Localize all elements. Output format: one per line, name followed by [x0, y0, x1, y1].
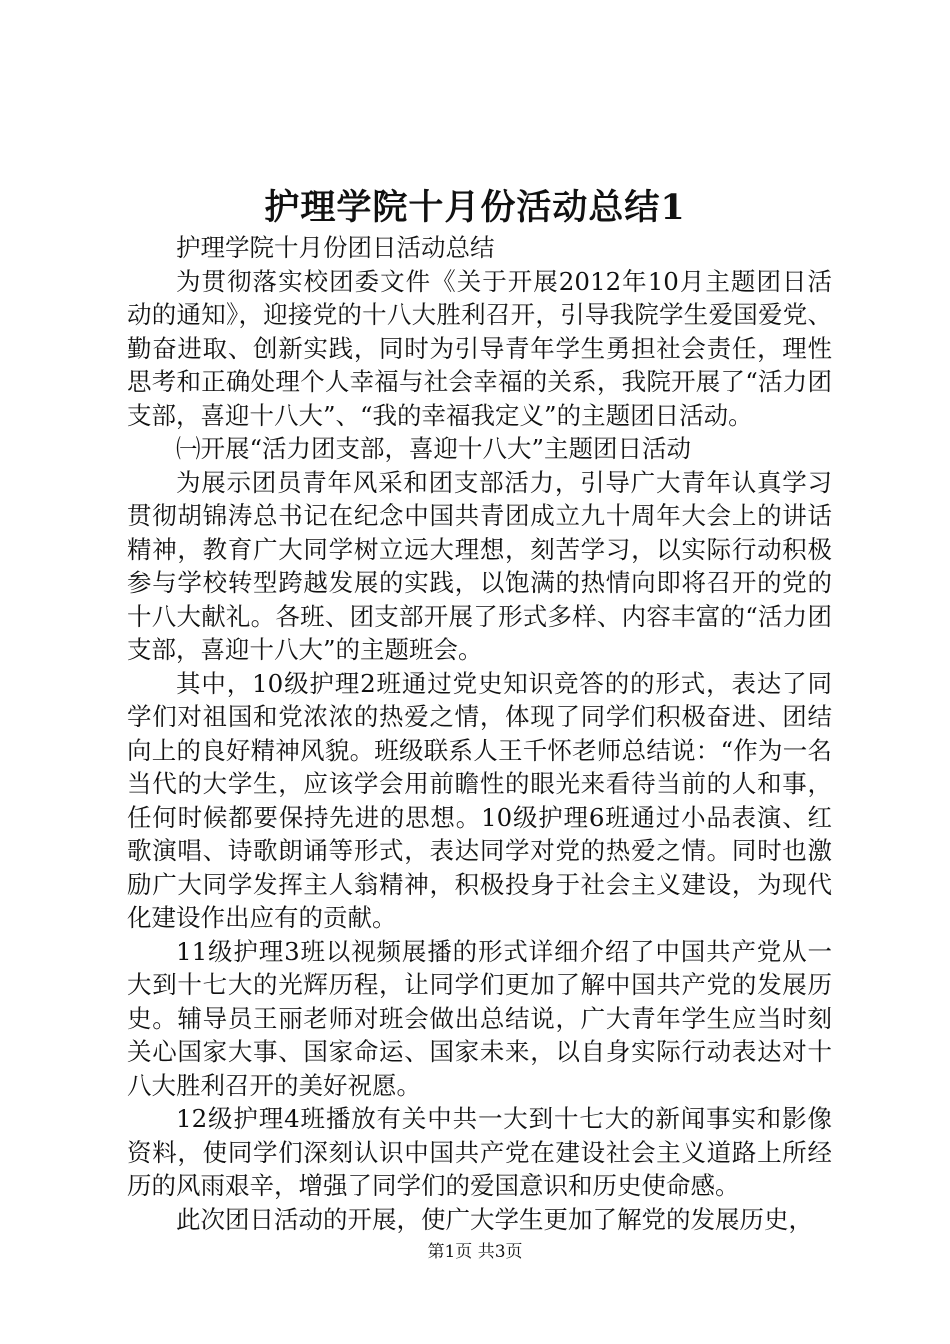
- paragraph-intro: 为贯彻落实校团委文件《关于开展2012年10月主题团日活动的通知》，迎接党的十八大胜利召开，引导我院学生爱国爱党、勤奋进取、创新实践，同时为引导青年学生勇担社会责任，理性思考和正确处理个人幸福与社会幸福的关系，我院开展了“活力团支部，喜迎十八大”、“我的幸福我定义”的主题团日活动。: [127, 266, 832, 430]
- page-footer: 第1页 共3页: [427, 1242, 523, 1262]
- document-title: 护理学院十月份活动总结1: [264, 187, 686, 228]
- document-body: [127, 231, 832, 1236]
- paragraph-class-10: 其中，10级护理2班通过党史知识竞答的的形式，表达了同学们对祖国和党浓浓的热爱之情，体现了同学们积极奋进、团结向上的良好精神风貌。班级联系人王千怀老师总结说：“作为一名当代的大学生，应该学会用前瞻性的眼光来看待当前的人和事，任何时候都要保持先进的思想。10级护理6班通过小品表演、红歌演唱、诗歌朗诵等形式，表达同学对党的热爱之情。同时也激励广大同学发挥主人翁精神，积极投身于社会主义建设，为现代化建设作出应有的贡献。: [127, 668, 832, 932]
- paragraph-class-12: 12级护理4班播放有关中共一大到十七大的新闻事实和影像资料，使同学们深刻认识中国共产党在建设社会主义道路上所经历的风雨艰辛，增强了同学们的爱国意识和历史使命感。: [127, 1104, 832, 1200]
- paragraph-subtitle: 护理学院十月份团日活动总结: [176, 233, 495, 262]
- paragraph-class-11: 11级护理3班以视频展播的形式详细介绍了中国共产党从一大到十七大的光辉历程，让同学们更加了解中国共产党的发展历史。辅导员王丽老师对班会做出总结说，广大青年学生应当时刻关心国家大事、国家命运、国家未来，以自身实际行动表达对十八大胜利召开的美好祝愿。: [127, 936, 832, 1100]
- section-heading: ㈠开展“活力团支部，喜迎十八大”主题团日活动: [176, 434, 692, 463]
- paragraph-section-description: 为展示团员青年风采和团支部活力，引导广大青年认真学习贯彻胡锦涛总书记在纪念中国共青团成立九十周年大会上的讲话精神，教育广大同学树立远大理想，刻苦学习，以实际行动积极参与学校转型跨越发展的实践，以饱满的热情向即将召开的党的十八大献礼。各班、团支部开展了形式多样、内容丰富的“活力团支部，喜迎十八大”的主题班会。: [127, 467, 832, 664]
- paragraph-conclusion: 此次团日活动的开展，使广大学生更加了解党的发展历史，: [176, 1204, 813, 1234]
